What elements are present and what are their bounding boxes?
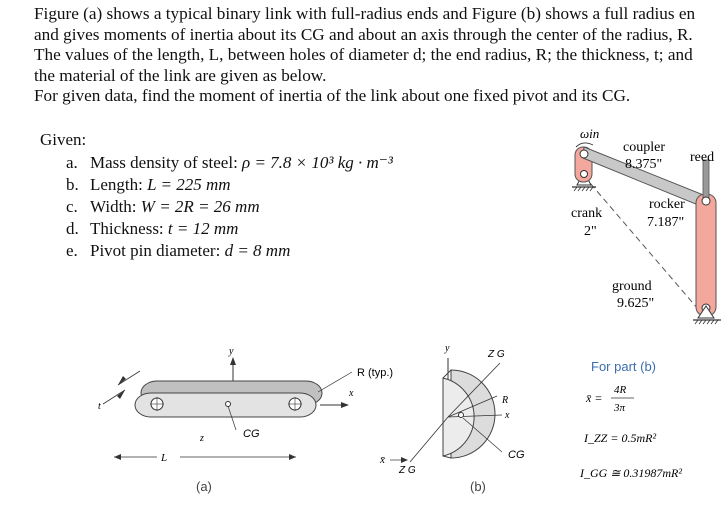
fig-b-r-label: R: [502, 395, 509, 406]
problem-line-3: The values of the length, L, between holes of diameter d; the end radius, R; the thickness, t; and: [34, 45, 693, 65]
coupler-value: 8.375": [625, 157, 663, 172]
formula-xbar-numerator: 4R: [614, 384, 627, 396]
fig-b-cg-label: CG: [508, 449, 525, 461]
given-item-label: b.: [66, 175, 79, 194]
given-item-expr: ρ = 7.8 × 10³ kg · m⁻³: [242, 153, 393, 172]
fig-b-caption: (b): [470, 479, 486, 494]
figure-a: [98, 346, 393, 494]
given-item-label: a.: [66, 153, 78, 172]
given-item-label: d.: [66, 219, 79, 238]
formula-header: For part (b): [591, 359, 657, 374]
problem-line-5: For given data, find the moment of inertia of the link about one fixed pivot and its CG.: [34, 86, 631, 106]
given-item-text: Pivot pin diameter:: [90, 241, 225, 260]
problem-line-2: and gives moments of inertia about its CG and about an axis through the center of the radius, R.: [34, 24, 693, 44]
fig-b-zg-bottom-label: Z G: [399, 465, 416, 476]
cg-point: [226, 402, 231, 407]
formula-block: [579, 359, 682, 480]
formula-xbar-lhs: x̄ =: [586, 391, 603, 405]
given-title: Given:: [40, 130, 87, 149]
fig-a-y-label: y: [229, 346, 234, 357]
fig-b-cg-point: [459, 413, 464, 418]
given-item-expr: d = 8 mm: [224, 241, 291, 260]
crank-value: 2": [584, 224, 597, 239]
fig-b-y-label: y: [445, 343, 450, 354]
given-item-expr: L = 225 mm: [147, 175, 231, 194]
fig-a-l-label: L: [161, 452, 168, 464]
fig-a-caption: (a): [196, 479, 212, 494]
fig-a-cg-label: CG: [243, 428, 260, 440]
omega-in-label: ωin: [580, 126, 600, 141]
figure-b: [379, 343, 525, 494]
rocker-label: rocker: [649, 197, 685, 212]
ground-label: ground: [612, 279, 652, 294]
fig-b-x-label: x: [505, 410, 510, 421]
given-item-text: Mass density of steel:: [90, 153, 243, 172]
fig-a-x-label: x: [349, 388, 354, 399]
fig-b-zg-top-label: Z G: [488, 349, 505, 360]
formula-igg: I_GG ≅ 0.31987mR²: [580, 466, 682, 480]
given-item-expr: t = 12 mm: [167, 219, 239, 238]
ground-value: 9.625": [617, 296, 655, 311]
crank-label: crank: [571, 206, 603, 221]
reed-label: reed: [690, 150, 715, 165]
given-item-label: c.: [66, 197, 78, 216]
formula-xbar-denominator: 3π: [614, 402, 626, 414]
coupler-label: coupler: [623, 140, 665, 155]
formula-izz: I_ZZ = 0.5mR²: [584, 431, 657, 445]
given-item-label: e.: [66, 241, 78, 260]
fig-a-r-typ-label: R (typ.): [357, 367, 394, 379]
fig-a-t-label: t: [98, 401, 101, 412]
given-item-expr: W = 2R = 26 mm: [140, 197, 260, 216]
given-item-text: Length:: [90, 175, 148, 194]
problem-line-1: Figure (a) shows a typical binary link with full-radius ends and Figure (b) shows a full radius en: [34, 4, 696, 23]
given-item-text: Width:: [90, 197, 141, 216]
fig-a-z-label: z: [200, 433, 204, 444]
problem-line-4: the material of the link are given as below.: [34, 65, 327, 85]
fig-b-xbar-label: x̄: [380, 454, 385, 466]
given-item-text: Thickness:: [90, 219, 168, 238]
rocker-value: 7.187": [647, 215, 685, 230]
